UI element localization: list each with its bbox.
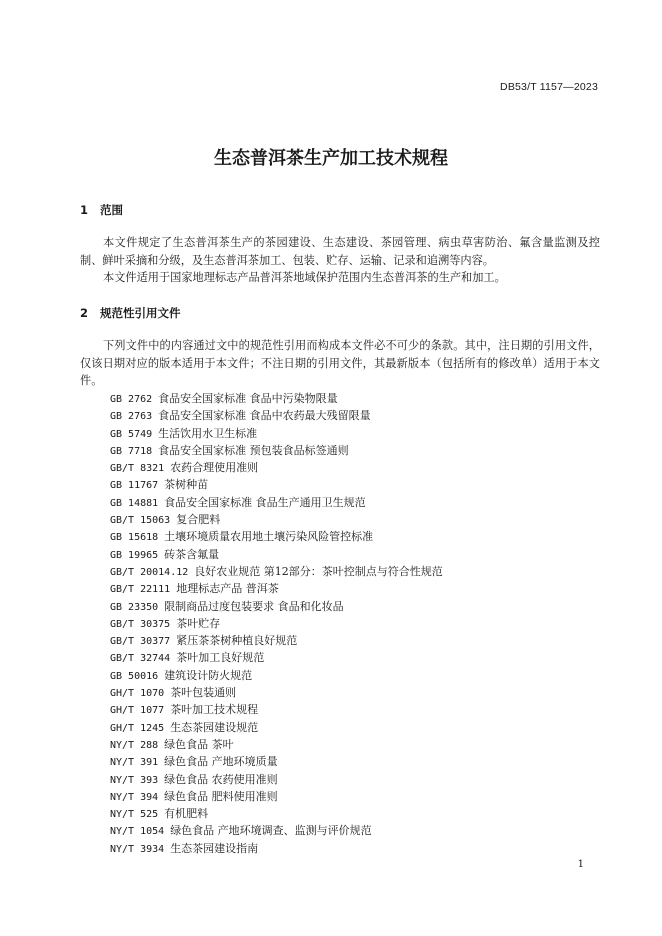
- reference-item: [110, 407, 443, 424]
- reference-title: 茶叶加工技术规程: [170, 703, 259, 717]
- reference-item: [110, 615, 443, 632]
- reference-title: 食品安全国家标准 食品中农药最大残留限量: [158, 409, 371, 423]
- reference-item: [110, 425, 443, 442]
- reference-code: NY/T 391: [110, 757, 159, 769]
- reference-title: 生活饮用水卫生标准: [158, 426, 258, 440]
- reference-code: GB 23350: [110, 601, 159, 613]
- reference-item: [110, 719, 443, 736]
- normative-references-list: [110, 390, 443, 857]
- reference-code: NY/T 1054: [110, 826, 165, 838]
- reference-title: 茶树种苗: [164, 478, 209, 492]
- reference-title: 土壤环境质量农用地土壤污染风险管控标准: [164, 530, 374, 544]
- reference-code: NY/T 288: [110, 739, 159, 751]
- reference-title: 限制商品过度包装要求 食品和化妆品: [164, 599, 344, 613]
- reference-code: GH/T 1077: [110, 705, 165, 717]
- reference-code: GB 7718: [110, 445, 153, 457]
- reference-item: [110, 563, 443, 580]
- reference-code: GB 50016: [110, 670, 159, 682]
- reference-code: GB 19965: [110, 549, 159, 561]
- reference-item: [110, 511, 443, 528]
- section-1-heading: [80, 202, 123, 218]
- reference-code: GB 11767: [110, 480, 159, 492]
- reference-item: [110, 442, 443, 459]
- reference-title: 生态茶园建设指南: [170, 841, 259, 855]
- reference-code: NY/T 393: [110, 774, 159, 786]
- reference-code: GB/T 30375: [110, 618, 171, 630]
- reference-code: GB/T 30377: [110, 636, 171, 648]
- reference-title: 绿色食品 农药使用准则: [164, 772, 278, 786]
- reference-title: 良好农业规范 第12部分：茶叶控制点与符合性规范: [194, 564, 443, 578]
- reference-code: GB/T 8321: [110, 463, 165, 475]
- reference-title: 茶叶加工良好规范: [176, 651, 265, 665]
- scope-paragraph-2: 本文件适用于国家地理标志产品普洱茶地域保护范围内生态普洱茶的生产和加工。: [103, 271, 506, 284]
- scope-paragraph-1: 本文件规定了生态普洱茶生产的茶园建设、生态建设、茶园管理、病虫草害防治、氟含量监测及控制、鲜叶采摘和分级，及生态普洱茶加工、包装、贮存、运输、记录和追溯等内容。: [80, 236, 600, 267]
- section-2-heading: [80, 305, 181, 321]
- reference-code: GB 5749: [110, 428, 153, 440]
- reference-title: 食品安全国家标准 食品生产通用卫生规范: [164, 495, 366, 509]
- reference-item: [110, 805, 443, 822]
- reference-item: [110, 753, 443, 770]
- reference-item: [110, 528, 443, 545]
- reference-item: [110, 788, 443, 805]
- reference-title: 砖茶含氟量: [164, 547, 220, 561]
- reference-title: 绿色食品 产地环境质量: [164, 755, 278, 769]
- reference-item: [110, 667, 443, 684]
- section-title: 规范性引用文件: [100, 306, 181, 320]
- document-code: DB53/T 1157—2023: [500, 81, 598, 93]
- reference-item: [110, 580, 443, 597]
- reference-code: GB 15618: [110, 532, 159, 544]
- reference-code: NY/T 394: [110, 791, 159, 803]
- reference-item: [110, 598, 443, 615]
- reference-item: [110, 459, 443, 476]
- reference-code: GH/T 1245: [110, 722, 165, 734]
- reference-item: [110, 736, 443, 753]
- reference-title: 食品安全国家标准 食品中污染物限量: [158, 392, 338, 405]
- reference-item: [110, 494, 443, 511]
- section-number: 2: [80, 306, 89, 320]
- reference-title: 茶叶贮存: [176, 616, 221, 630]
- reference-item: [110, 546, 443, 563]
- reference-title: 有机肥料: [164, 807, 209, 821]
- reference-title: 地理标志产品 普洱茶: [176, 582, 279, 596]
- reference-title: 茶叶包装通则: [170, 686, 237, 700]
- reference-item: [110, 701, 443, 718]
- reference-item: [110, 632, 443, 649]
- reference-code: GB/T 15063: [110, 515, 171, 527]
- reference-title: 建筑设计防火规范: [164, 668, 253, 682]
- reference-title: 农药合理使用准则: [170, 461, 259, 475]
- reference-title: 绿色食品 茶叶: [164, 737, 234, 751]
- reference-code: GB/T 20014.12: [110, 566, 189, 578]
- reference-code: GB 2762: [110, 394, 153, 405]
- reference-item: [110, 771, 443, 788]
- reference-item: [110, 684, 443, 701]
- page-number: 1: [577, 859, 584, 870]
- reference-title: 复合肥料: [176, 513, 221, 527]
- reference-item: [110, 476, 443, 493]
- reference-code: GB 2763: [110, 411, 153, 423]
- reference-code: GB/T 32744: [110, 653, 171, 665]
- reference-code: NY/T 3934: [110, 843, 165, 855]
- reference-item: [110, 390, 443, 407]
- reference-title: 生态茶园建设规范: [170, 720, 259, 734]
- section-title: 范围: [100, 203, 123, 217]
- reference-title: 食品安全国家标准 预包装食品标签通则: [158, 443, 349, 457]
- reference-code: GH/T 1070: [110, 688, 165, 700]
- references-intro-paragraph: 下列文件中的内容通过文中的规范性引用而构成本文件必不可少的条款。其中，注日期的引用文件，仅该日期对应的版本适用于本文件；不注日期的引用文件，其最新版本（包括所有的修改单）适用于本文件。: [80, 339, 600, 387]
- reference-code: GB 14881: [110, 497, 159, 509]
- document-title: 生态普洱茶生产加工技术规程: [214, 148, 448, 169]
- reference-title: 绿色食品 产地环境调查、监测与评价规范: [170, 824, 372, 838]
- reference-item: [110, 649, 443, 666]
- reference-item: [110, 822, 443, 839]
- reference-item: [110, 840, 443, 857]
- section-number: 1: [80, 203, 89, 217]
- reference-title: 绿色食品 肥料使用准则: [164, 789, 278, 803]
- reference-title: 紧压茶茶树种植良好规范: [176, 634, 298, 648]
- reference-code: NY/T 525: [110, 809, 159, 821]
- reference-code: GB/T 22111: [110, 584, 171, 596]
